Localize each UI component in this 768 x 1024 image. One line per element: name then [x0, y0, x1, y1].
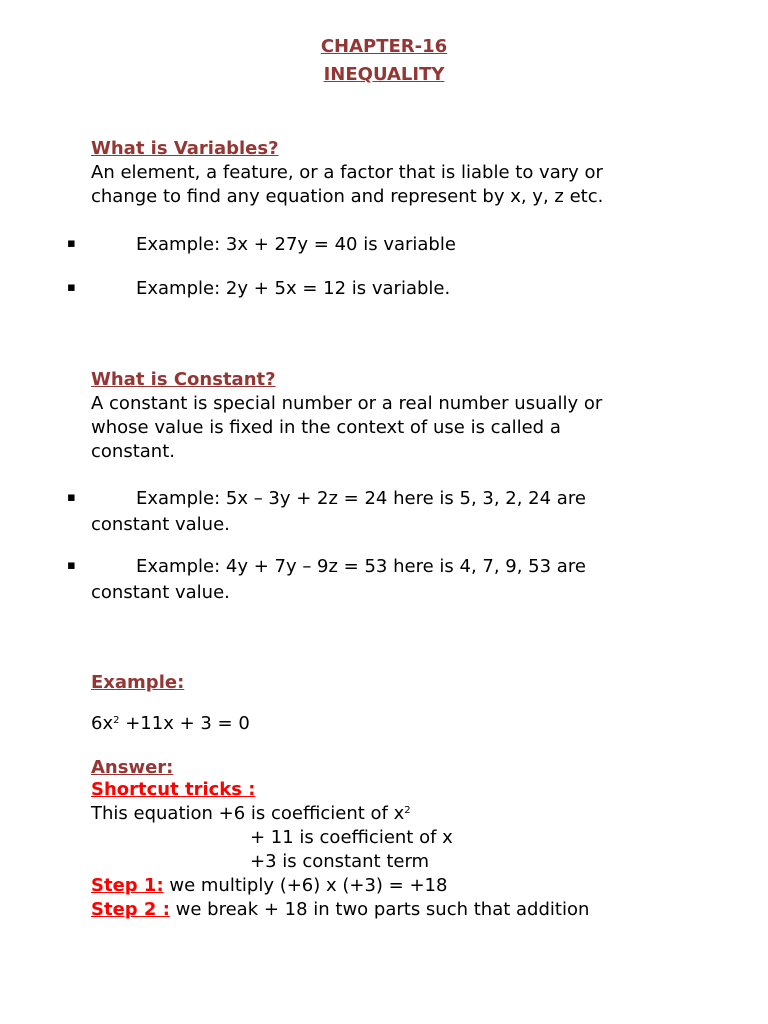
chapter-number: CHAPTER-16 — [320, 36, 448, 57]
variables-definition-line-1: An element, a feature, or a factor that is liable to vary or — [91, 162, 603, 183]
constant-example-2-line-1: Example: 4y + 7y – 9z = 53 here is 4, 7, 9, 53 are — [136, 556, 586, 577]
step-2-label: Step 2 : — [91, 899, 170, 920]
answer-line-2: + 11 is coefficient of x — [250, 827, 453, 848]
answer-line-1: This equation +6 is coefficient of $x^2$ — [91, 803, 411, 824]
constant-example-2-line-2: constant value. — [91, 582, 230, 603]
variables-example-2: Example: 2y + 5x = 12 is variable. — [136, 278, 451, 299]
variables-heading: What is Variables? — [91, 138, 279, 159]
bullet-icon: ▪ — [67, 236, 76, 251]
step-1-text: we multiply (+6) x (+3) = +18 — [163, 875, 448, 896]
variables-example-1: Example: 3x + 27y = 40 is variable — [136, 234, 456, 255]
constant-heading: What is Constant? — [91, 369, 276, 390]
step-2-text: we break + 18 in two parts such that addition — [169, 899, 590, 920]
constant-example-1-line-2: constant value. — [91, 514, 230, 535]
bullet-icon: ▪ — [67, 490, 76, 505]
step-2 — [91, 898, 589, 923]
answer-heading: Answer: — [91, 757, 174, 778]
constant-definition-line-1: A constant is special number or a real number usually or — [91, 393, 603, 414]
answer-line-3: +3 is constant term — [250, 851, 430, 872]
example-equation: $6x^2 +11x + 3 = 0$ — [91, 713, 250, 734]
variables-definition-line-2: change to find any equation and represent by x, y, z etc. — [91, 186, 604, 207]
constant-definition-line-3: constant. — [91, 441, 175, 462]
shortcut-tricks-heading: Shortcut tricks : — [91, 779, 256, 800]
constant-definition-line-2: whose value is fixed in the context of use is called a — [91, 417, 561, 438]
example-heading: Example: — [91, 672, 185, 693]
constant-example-1-line-1: Example: 5x – 3y + 2z = 24 here is 5, 3, 2, 24 are — [136, 488, 586, 509]
bullet-icon: ▪ — [67, 558, 76, 573]
step-1-label: Step 1: — [91, 875, 164, 896]
bullet-icon: ▪ — [67, 280, 76, 295]
step-1 — [91, 874, 447, 899]
chapter-title: INEQUALITY — [323, 64, 445, 85]
